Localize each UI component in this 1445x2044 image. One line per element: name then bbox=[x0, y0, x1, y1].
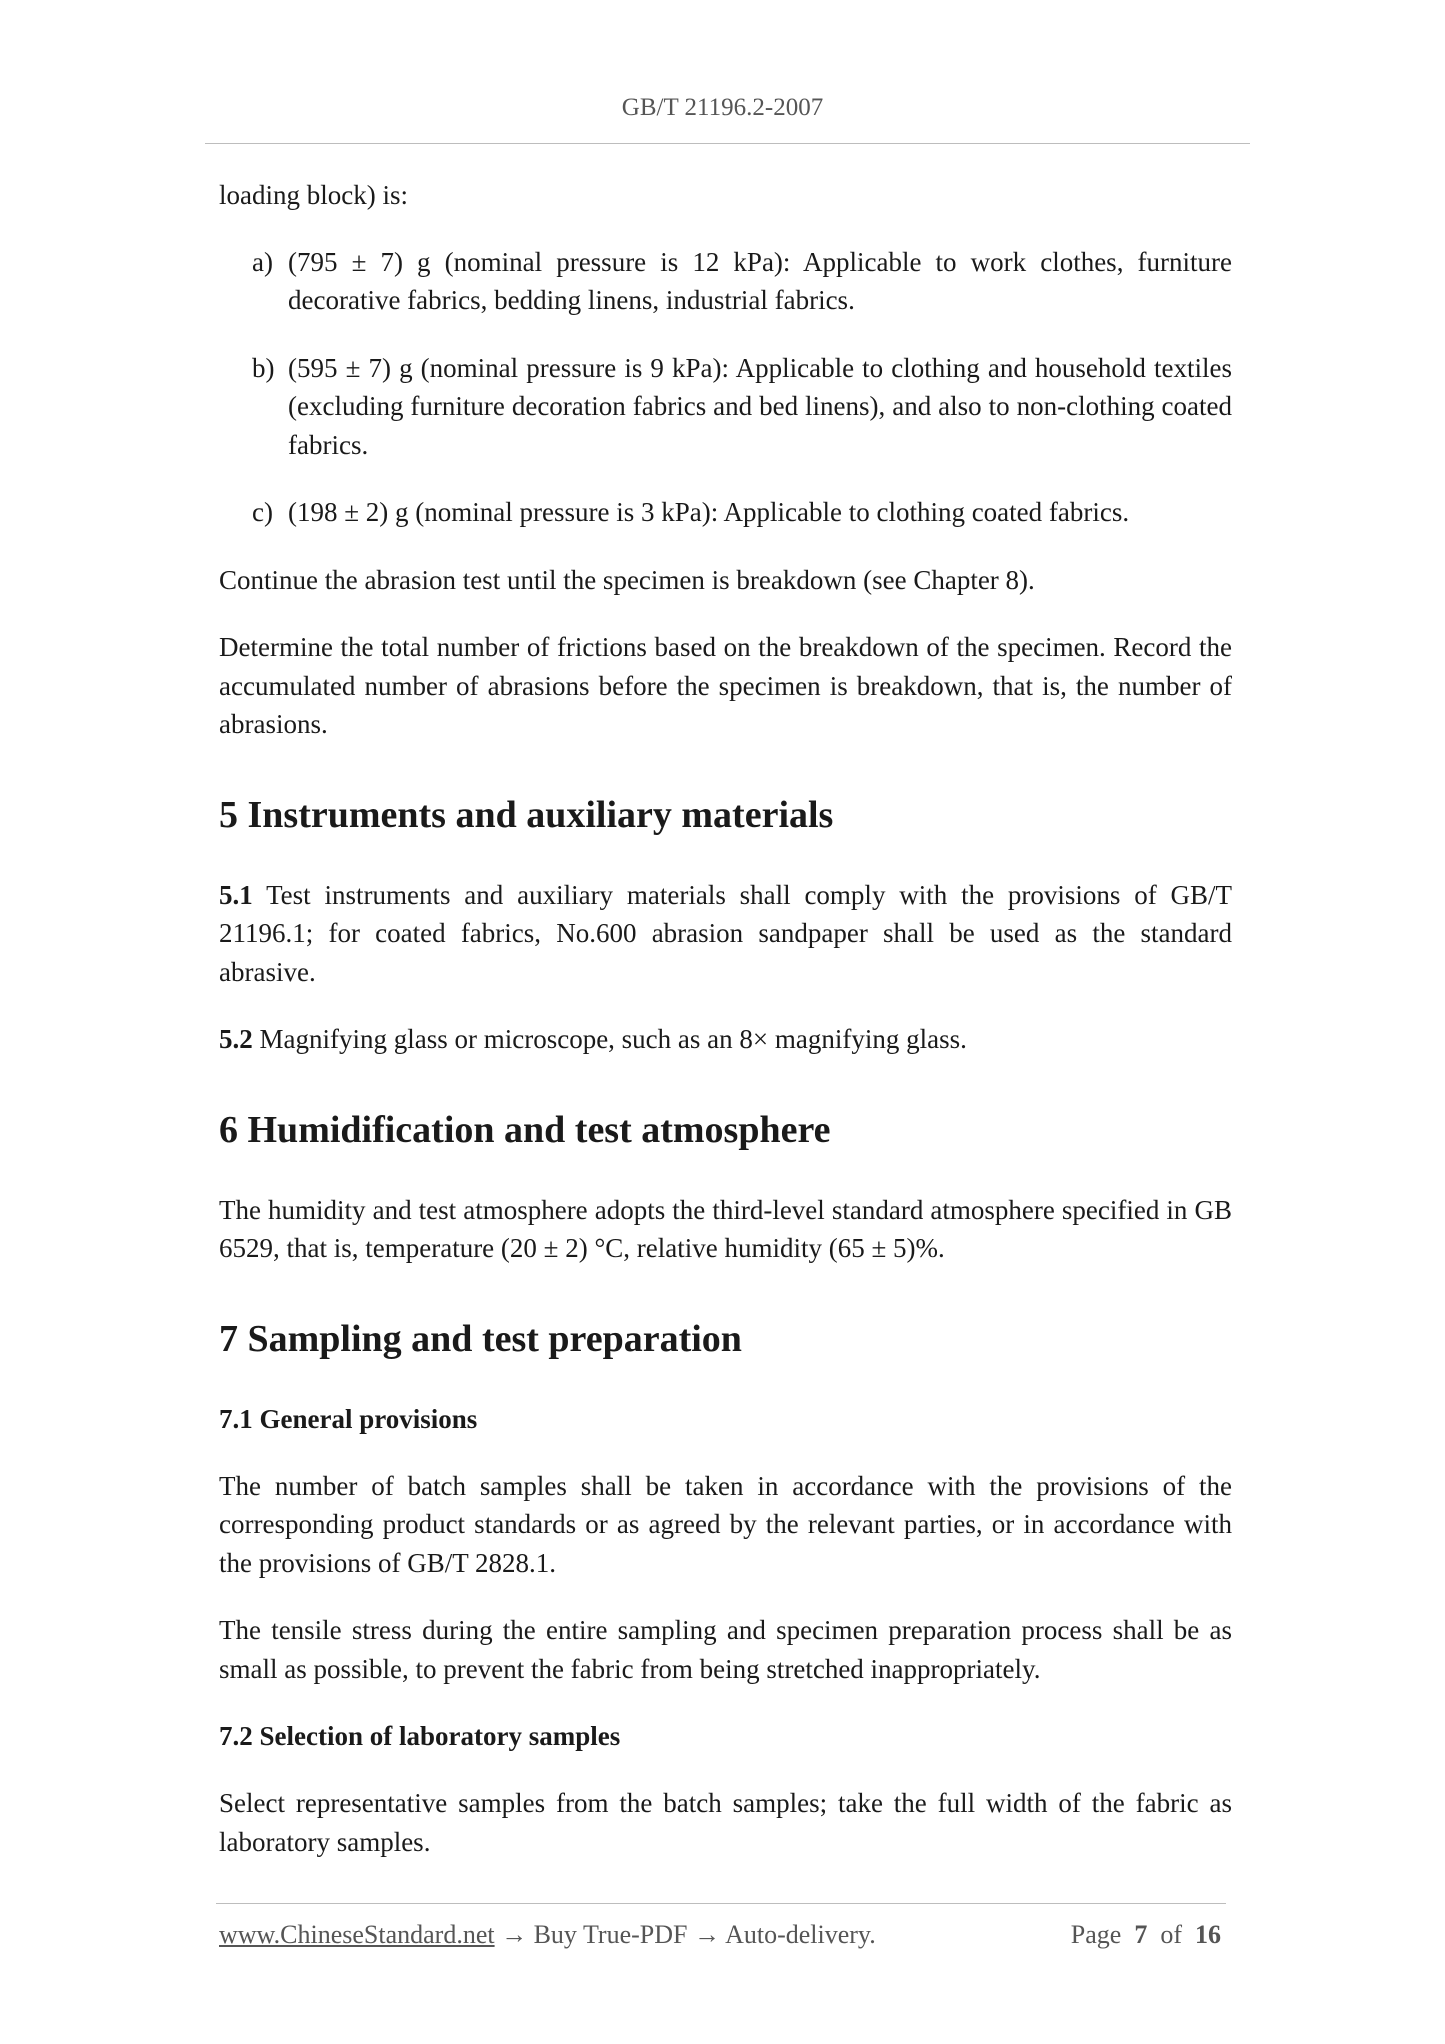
subsection-7-1-heading: 7.1 General provisions bbox=[219, 1403, 478, 1434]
clause-number: 5.1 bbox=[219, 879, 253, 910]
list-marker: b) bbox=[252, 352, 275, 383]
section-6-heading: 6 Humidification and test atmosphere bbox=[219, 1108, 831, 1151]
list-marker: c) bbox=[252, 497, 273, 527]
clause-text: Magnifying glass or microscope, such as an 8× magnifying glass. bbox=[252, 1024, 967, 1054]
intro-line: loading block) is: bbox=[219, 180, 408, 210]
page-label: Page bbox=[1070, 1920, 1122, 1949]
page-total: 16 bbox=[1195, 1920, 1221, 1949]
section-5-heading: 5 Instruments and auxiliary materials bbox=[219, 793, 834, 836]
list-text: (198 ± 2) g (nominal pressure is 3 kPa): Applicable to clothing coated fabrics. bbox=[288, 497, 1130, 527]
list-text: (595 ± 7) g (nominal pressure is 9 kPa): Applicable to clothing and household textiles (excluding furniture decoration fabrics and bed linens), and also to non-clothing coated fabrics. bbox=[288, 352, 1232, 460]
clause-number: 5.2 bbox=[219, 1024, 253, 1054]
continue-paragraph: Continue the abrasion test until the specimen is breakdown (see Chapter 8). bbox=[219, 564, 1035, 595]
subsection-7-2-heading: 7.2 Selection of laboratory samples bbox=[219, 1721, 621, 1751]
arrow-icon: → bbox=[501, 1920, 528, 1949]
of-label: of bbox=[1160, 1920, 1182, 1949]
running-header: GB/T 21196.2-2007 bbox=[621, 94, 824, 121]
load-item-c bbox=[252, 493, 1232, 532]
footer-divider bbox=[216, 1903, 1226, 1904]
determine-paragraph: Determine the total number of frictions based on the breakdown of the specimen. Record the accumulated number of abrasions before the specimen is breakdown, that is, the number of abrasions. bbox=[219, 632, 1232, 739]
page-indicator bbox=[1071, 1920, 1221, 1950]
section-6-paragraph: The humidity and test atmosphere adopts the third-level standard atmosphere specified in GB 6529, that is, temperature (20 ± 2) °C, relative humidity (65 ± 5)%. bbox=[219, 1194, 1232, 1263]
load-item-a bbox=[252, 243, 1232, 320]
arrow-icon: → bbox=[694, 1920, 720, 1949]
list-text: (795 ± 7) g (nominal pressure is 12 kPa): Applicable to work clothes, furniture decorative fabrics, bedding linens, industrial fabrics. bbox=[288, 246, 1232, 315]
subsection-7-1-paragraph-2: The tensile stress during the entire sampling and specimen preparation process shall be as small as possible, to prevent the fabric from being stretched inappropriately. bbox=[219, 1615, 1232, 1684]
page-body bbox=[219, 176, 1232, 1890]
buy-text: Buy True-PDF bbox=[533, 1920, 688, 1949]
subsection-7-1-paragraph-1: The number of batch samples shall be taken in accordance with the provisions of the corresponding product standards or as agreed by the relevant parties, or in accordance with the provisions of GB/T 2828.1. bbox=[219, 1470, 1232, 1578]
footer-promo bbox=[219, 1920, 876, 1950]
website-link[interactable]: www.ChineseStandard.net bbox=[219, 1920, 495, 1949]
clause-5-2 bbox=[219, 1020, 1232, 1059]
clause-text: Test instruments and auxiliary materials shall comply with the provisions of GB/T 21196.1; for coated fabrics, No.600 abrasion sandpaper shall be used as the standard abrasive. bbox=[219, 879, 1232, 987]
clause-5-1 bbox=[219, 876, 1232, 992]
section-7-heading: 7 Sampling and test preparation bbox=[219, 1317, 742, 1360]
header-divider bbox=[205, 143, 1250, 144]
page-number: 7 bbox=[1134, 1920, 1148, 1949]
subsection-7-2-paragraph: Select representative samples from the batch samples; take the full width of the fabric as laboratory samples. bbox=[219, 1788, 1232, 1857]
load-item-b bbox=[252, 349, 1232, 465]
list-marker: a) bbox=[252, 246, 273, 277]
delivery-text: Auto-delivery. bbox=[725, 1920, 876, 1949]
